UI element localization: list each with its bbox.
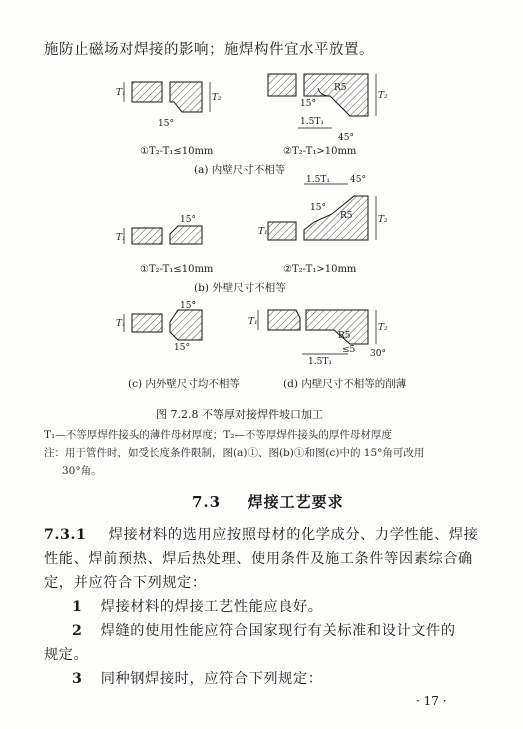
section-heading: [192, 491, 344, 512]
a2-condition: ②T₂-T₁>10mm: [283, 146, 357, 157]
c-t1-label: T₁: [116, 319, 126, 329]
b2-t2-label: T₂: [378, 215, 388, 225]
d-angle30-label: 30°: [370, 349, 386, 359]
d-t1-label: T₁: [248, 317, 258, 327]
figure-a1-drawing: [118, 70, 228, 140]
item-2-continuation: 规定。: [44, 647, 89, 663]
a2-t2-label: T₂: [378, 91, 388, 101]
item-3-text: 同种钢焊接时，应符合下列规定：: [100, 671, 323, 687]
b-caption: (b) 外壁尺寸不相等: [194, 282, 286, 294]
b1-condition: ①T₂-T₁≤10mm: [140, 264, 214, 275]
b2-r5-label: R5: [340, 211, 353, 221]
figure-b2-drawing: [258, 174, 388, 264]
figure-c-drawing: [118, 300, 228, 360]
c-angle-bottom-label: 15°: [174, 343, 190, 353]
page-number: · 17 ·: [416, 694, 447, 708]
d-t2-label: T₂: [378, 323, 388, 333]
clause-text-1: 焊接材料的选用应按照母材的化学成分、力学性能、焊接: [108, 527, 479, 543]
item-3-number: 3: [72, 671, 83, 687]
b2-angle15-label: 15°: [310, 203, 326, 213]
a1-t1-label: T₁: [116, 88, 126, 98]
item-2-text: 焊缝的使用性能应符合国家现行有关标准和设计文件的: [100, 623, 456, 639]
figure-note-symbols: T₁—不等厚焊件接头的薄件母材厚度；T₂—不等厚焊件接头的厚件母材厚度: [44, 429, 392, 441]
d-le5-label: ≤5: [342, 345, 356, 355]
clause-line-2: 性能、焊前预热、焊后热处理、使用条件及施工条件等因素综合确: [44, 551, 473, 567]
clause-line-1: [44, 524, 478, 544]
b2-len-label: 1.5T₁: [306, 175, 330, 185]
top-paragraph: 施防止磁场对焊接的影响；施焊构件宜水平放置。: [44, 42, 374, 58]
d-caption: (d) 内壁尺寸不相等的削薄: [283, 378, 407, 390]
section-title: 焊接工艺要求: [247, 493, 344, 511]
figure-d-drawing: [248, 298, 398, 368]
b1-angle-label: 15°: [180, 215, 196, 225]
b2-condition: ②T₂-T₁>10mm: [283, 264, 357, 275]
a2-angle45-label: 45°: [338, 133, 354, 143]
figure-note-remark: 注：用于管件时，如受长度条件限制，图(a)①、图(b)①和图(c)中的 15°角可改用: [44, 447, 425, 459]
item-1: [72, 596, 323, 616]
a1-angle-label: 15°: [158, 119, 174, 129]
figure-a2-drawing: [258, 66, 388, 146]
d-r5-label: R5: [338, 331, 351, 341]
c-angle-top-label: 15°: [180, 301, 196, 311]
item-3: [72, 668, 323, 688]
a2-angle15-label: 15°: [300, 99, 316, 109]
clause-line-3: 定，并应符合下列规定：: [44, 575, 207, 591]
section-number: 7.3: [192, 493, 222, 511]
d-len-label: 1.5T₁: [308, 357, 332, 367]
item-1-number: 1: [72, 599, 83, 615]
a2-len-label: 1.5T₁: [300, 117, 324, 127]
item-2-number: 2: [72, 623, 83, 639]
item-1-text: 焊接材料的焊接工艺性能应良好。: [100, 599, 323, 615]
b2-angle45-label: 45°: [350, 175, 366, 185]
item-2: [72, 620, 456, 640]
a-caption: (a) 内壁尺寸不相等: [194, 164, 286, 176]
a1-t2-label: T₂: [212, 93, 222, 103]
figure-note-remark-cont: 30°角。: [62, 465, 102, 477]
clause-number: 7.3.1: [44, 527, 87, 543]
b2-t1-label: T₁: [258, 227, 268, 237]
b1-t1-label: T₁: [116, 233, 126, 243]
figure-b1-drawing: [118, 214, 228, 264]
a1-condition: ①T₂-T₁≤10mm: [140, 146, 214, 157]
a2-r5-label: R5: [334, 83, 347, 93]
figure-caption: 图 7.2.8 不等厚对接焊件坡口加工: [156, 408, 323, 421]
c-caption: (c) 内外壁尺寸均不相等: [128, 378, 240, 390]
